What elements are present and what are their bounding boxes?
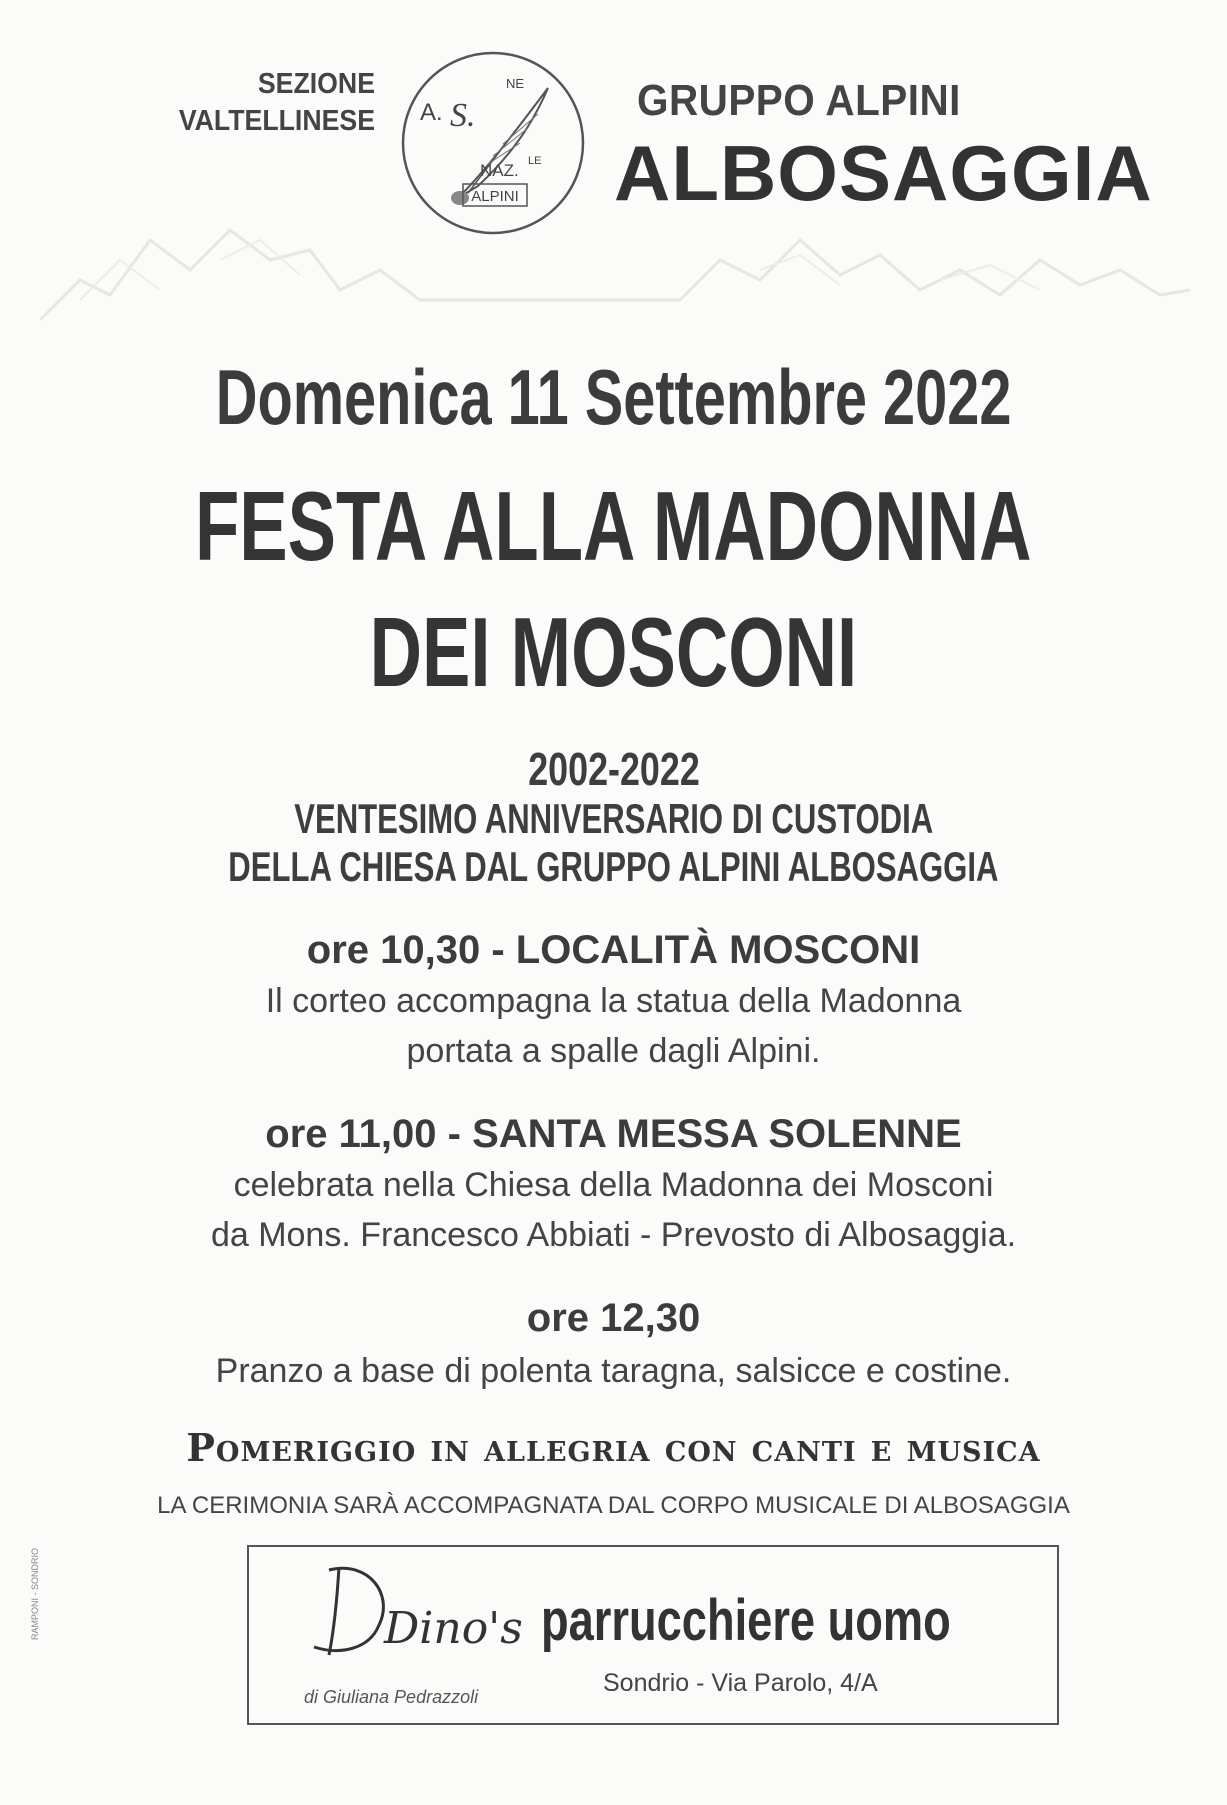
dinos-logo — [279, 1555, 529, 1675]
schedule-heading-2: ore 11,00 - SANTA MESSA SOLENNE — [265, 1112, 962, 1156]
anniversary-line1-text: VENTESIMO ANNIVERSARIO DI CUSTODIA — [294, 795, 933, 842]
schedule-heading-3: ore 12,30 — [526, 1296, 701, 1340]
sezione-line1: SEZIONE — [257, 68, 375, 100]
event-date — [0, 352, 1227, 443]
anniversary-line2-text: DELLA CHIESA DAL GRUPPO ALPINI ALBOSAGGIA — [228, 843, 999, 890]
mountain-watermark — [40, 200, 1190, 360]
ceremony-note: LA CERIMONIA SARÀ ACCOMPAGNATA DAL CORPO MUSICALE DI ALBOSAGGIA — [157, 1492, 1070, 1519]
event-title-line1-text: FESTA ALLA MADONNA — [195, 471, 1032, 581]
logo-text-ne: NE — [506, 76, 525, 91]
printer-mark: RAMPONI - SONDRIO — [30, 1547, 40, 1640]
gruppo-alpini: GRUPPO ALPINI — [637, 76, 961, 125]
event-date-text: Domenica 11 Settembre 2022 — [215, 353, 1012, 441]
anniversary-line1 — [0, 795, 1227, 843]
schedule-text-2a: celebrata nella Chiesa della Madonna dei Mosconi — [233, 1166, 994, 1204]
sezione-label — [150, 66, 375, 140]
anniversary-years — [0, 742, 1227, 796]
schedule-text-1b: portata a spalle dagli Alpini. — [406, 1032, 821, 1070]
logo-text-le: LE — [528, 155, 542, 167]
event-title-line2 — [0, 596, 1227, 709]
dinos-subtitle: di Giuliana Pedrazzoli — [304, 1687, 479, 1707]
event-title-line1 — [0, 470, 1227, 583]
sezione-line2: VALTELLINESE — [178, 105, 375, 137]
schedule-heading-1: ore 10,30 - LOCALITÀ MOSCONI — [306, 928, 921, 972]
logo-text-s: S. — [450, 97, 476, 134]
dinos-script: Dino's — [384, 1603, 523, 1654]
logo-text-a: A. — [420, 99, 443, 126]
schedule-text-2b: da Mons. Francesco Abbiati - Prevosto di Albosaggia. — [210, 1216, 1017, 1254]
event-title-line2-text: DEI MOSCONI — [369, 597, 858, 707]
logo-text-alpini: ALPINI — [471, 188, 519, 205]
anniversary-line2 — [0, 843, 1227, 891]
logo-text-naz: NAZ. — [480, 161, 519, 180]
sponsor-address: Sondrio - Via Parolo, 4/A — [603, 1669, 878, 1697]
albosaggia-title: ALBOSAGGIA — [614, 129, 1153, 217]
anniversary-years-text: 2002-2022 — [527, 743, 700, 795]
afternoon-banner: Pomeriggio in allegria con canti e musica — [186, 1425, 1041, 1470]
sponsor-advert — [247, 1545, 1059, 1725]
schedule-text-3a: Pranzo a base di polenta taragna, salsicce e costine. — [215, 1352, 1012, 1390]
sponsor-service: parrucchiere uomo — [541, 1588, 951, 1653]
schedule-text-1a: Il corteo accompagna la statua della Madonna — [265, 982, 962, 1020]
